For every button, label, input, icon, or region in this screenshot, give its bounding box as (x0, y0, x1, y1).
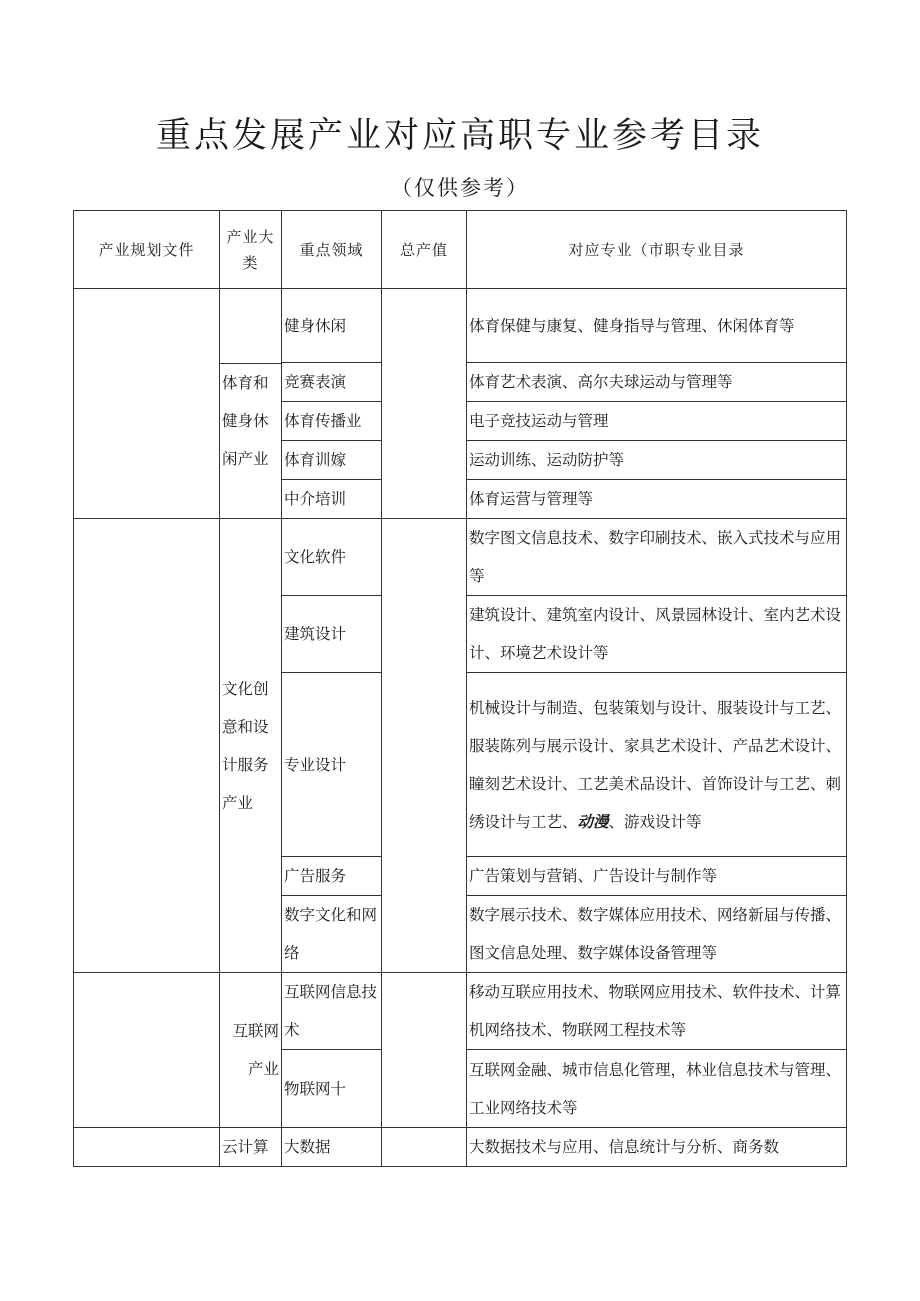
industry-majors-table (73, 210, 847, 1167)
majors-emphasis: 动漫 (577, 812, 609, 831)
output-cell (382, 1128, 467, 1167)
field-cell: 互联网信息技术 (282, 973, 382, 1050)
majors-cell: 移动互联应用技术、物联网应用技术、软件技术、计算机网络技术、物联网工程技术等 (467, 973, 847, 1050)
category-cell (220, 289, 282, 519)
header-plan-doc: 产业规划文件 (74, 211, 220, 289)
majors-cell: 广告策划与营销、广告设计与制作等 (467, 857, 847, 896)
field-cell: 体育传播业 (282, 402, 382, 441)
header-majors: 对应专业（市职专业目录 (467, 211, 847, 289)
plan-doc-cell (74, 289, 220, 519)
majors-text: 、游戏设计等 (608, 812, 702, 831)
majors-cell (467, 673, 847, 857)
category-cell: 云计算 (220, 1128, 282, 1167)
field-cell: 专业设计 (282, 673, 382, 857)
field-cell: 健身休闲 (282, 289, 382, 363)
field-cell: 数字文化和网络 (282, 896, 382, 973)
table-row (74, 289, 847, 363)
output-cell (382, 973, 467, 1128)
document-title: 重点发展产业对应高职专业参考目录 (155, 116, 764, 156)
majors-cell: 体育保健与康复、健身指导与管理、休闲体育等 (467, 289, 847, 363)
field-cell: 建筑设计 (282, 596, 382, 673)
document-subtitle: （仅供参考） (391, 176, 529, 200)
field-cell: 物联网十 (282, 1050, 382, 1128)
header-field: 重点领域 (282, 211, 382, 289)
majors-text: 机械设计与制造、包装策划与设计、服装设计与工艺、服装陈列与展示设计、家具艺术设计、产品艺术设计、瞳刻艺术设计、工艺美术品设计、首饰设计与工艺、刺绣设计与工艺、 (469, 698, 842, 831)
field-cell: 文化软件 (282, 519, 382, 596)
field-cell: 大数据 (282, 1128, 382, 1167)
plan-doc-cell (74, 973, 220, 1128)
majors-cell: 数字展示技术、数字媒体应用技术、网络新届与传播、图文信息处理、数字媒体设备管理等 (467, 896, 847, 973)
majors-cell: 体育运营与管理等 (467, 480, 847, 519)
majors-cell: 大数据技术与应用、信息统计与分析、商务数 (467, 1128, 847, 1167)
majors-cell: 运动训练、运动防护等 (467, 441, 847, 480)
table-row (74, 519, 847, 596)
field-cell: 竞赛表演 (282, 363, 382, 402)
header-category: 产业大类 (220, 211, 282, 289)
output-cell (382, 519, 467, 973)
table-row (74, 973, 847, 1050)
header-output: 总产值 (382, 211, 467, 289)
majors-cell: 数字图文信息技术、数字印刷技术、嵌入式技术与应用等 (467, 519, 847, 596)
plan-doc-cell (74, 1128, 220, 1167)
table-row (74, 1128, 847, 1167)
field-cell: 中介培训 (282, 480, 382, 519)
category-cell: 文化创意和设计服务产业 (220, 519, 282, 973)
majors-cell: 建筑设计、建筑室内设计、风景园林设计、室内艺术设计、环境艺术设计等 (467, 596, 847, 673)
majors-cell: 电子竞技运动与管理 (467, 402, 847, 441)
majors-cell: 互联网金融、城市信息化管理，林业信息技术与管理、工业网络技术等 (467, 1050, 847, 1128)
plan-doc-cell (74, 519, 220, 973)
majors-cell: 体育艺术表演、高尔夫球运动与管理等 (467, 363, 847, 402)
field-cell: 体育训嫁 (282, 441, 382, 480)
field-cell: 广告服务 (282, 857, 382, 896)
table-header-row (74, 211, 847, 289)
category-cell: 互联网产业 (220, 973, 282, 1128)
category-label: 体育和健身休闲产业 (220, 363, 281, 478)
output-cell (382, 289, 467, 519)
